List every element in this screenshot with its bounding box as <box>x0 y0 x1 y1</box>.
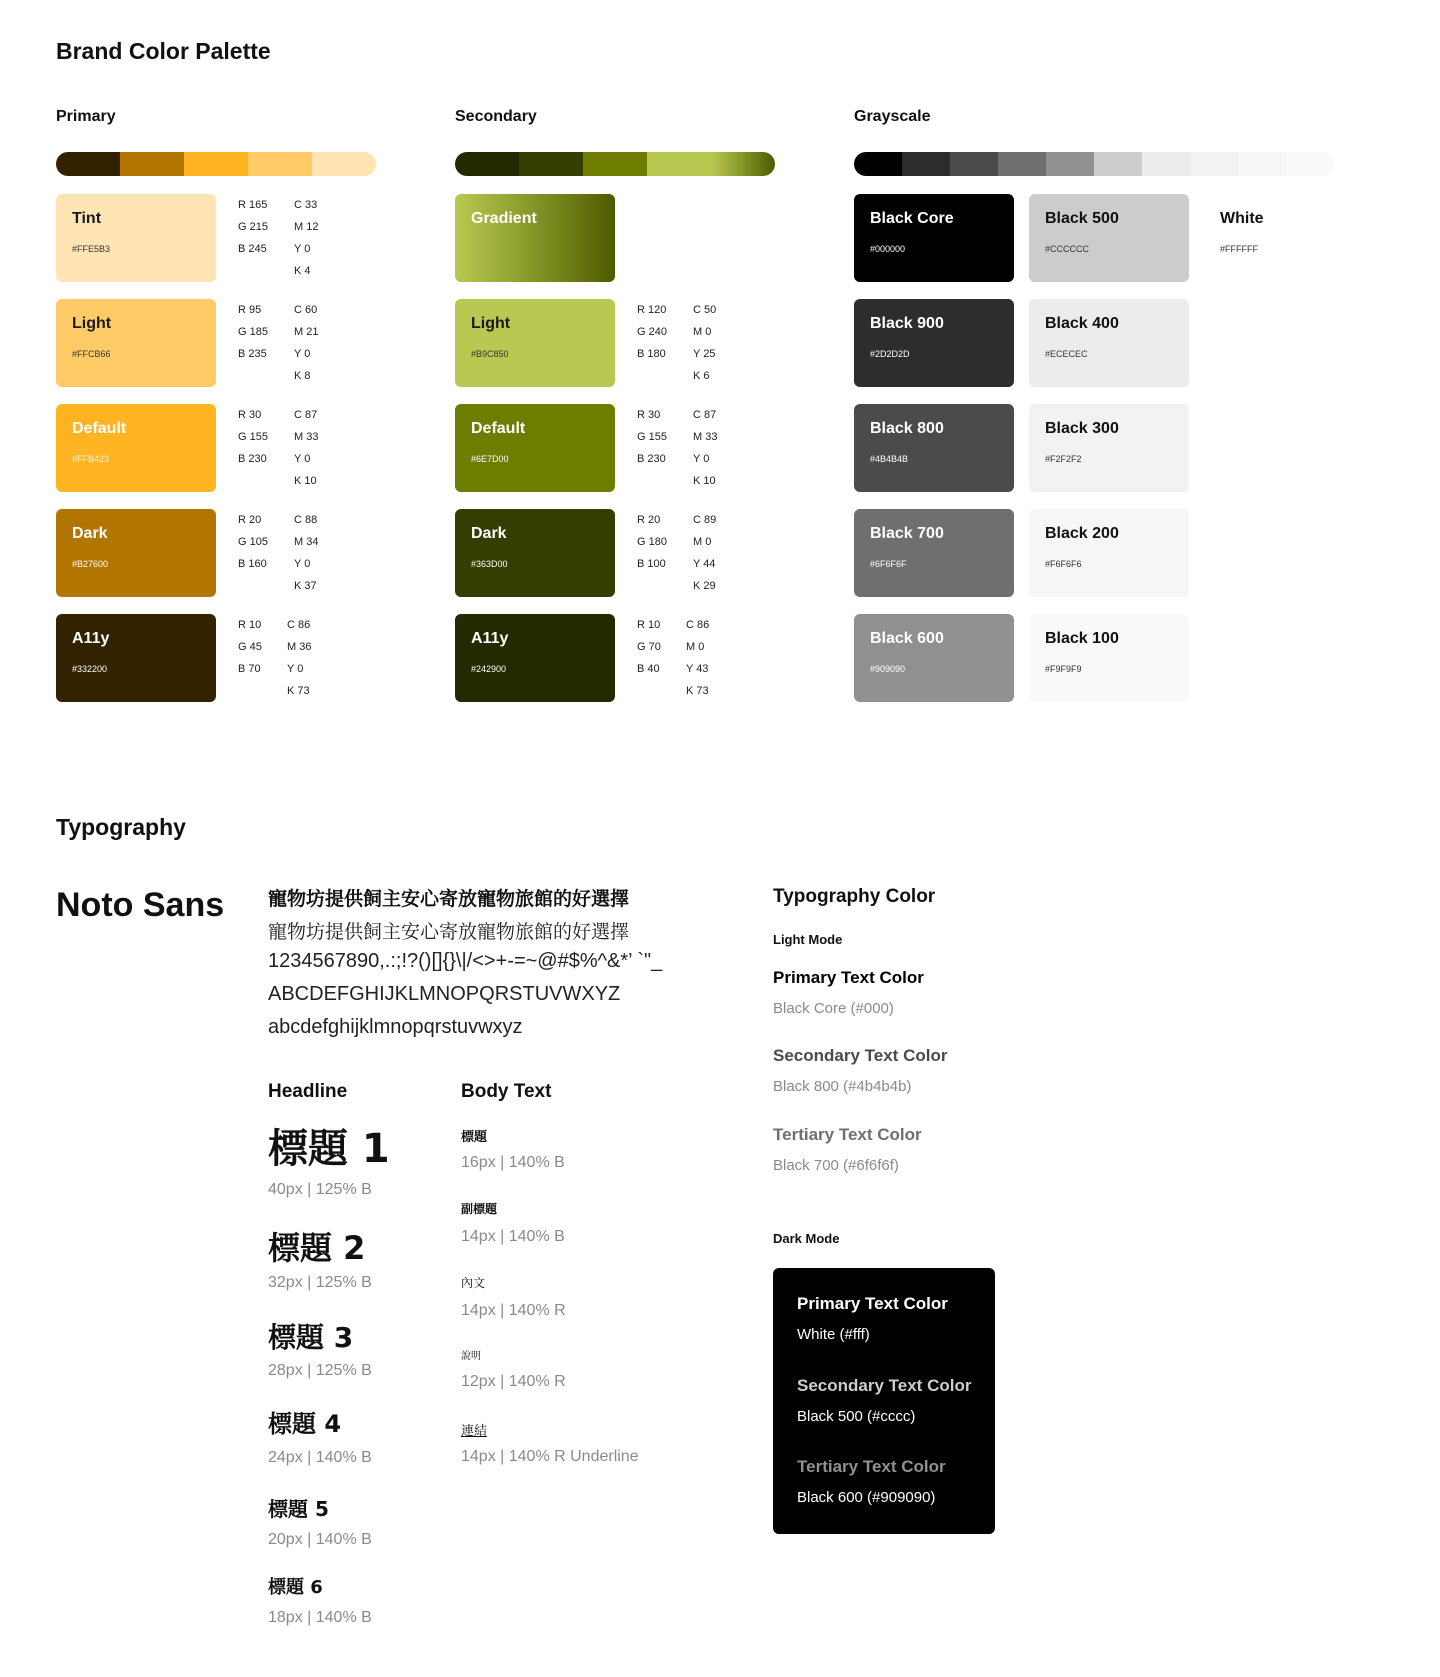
color-swatch <box>455 614 615 702</box>
headline-6-spec: 18px | 140% B <box>268 1609 372 1626</box>
cmyk-values <box>294 194 318 282</box>
cmyk-value: Y 25 <box>693 348 716 360</box>
rgb-value: R 95 <box>238 304 262 316</box>
cmyk-value: M 12 <box>294 221 319 233</box>
light-mode-label: Light Mode <box>773 932 843 947</box>
cmyk-values <box>294 509 318 597</box>
secondary-bar-segment <box>455 152 519 176</box>
rgb-values <box>637 299 667 365</box>
color-swatch <box>455 299 615 387</box>
grayscale-bar-segment <box>998 152 1046 176</box>
cmyk-value: K 10 <box>294 475 317 487</box>
cmyk-value: K 29 <box>693 580 716 592</box>
secondary-column-title: Secondary <box>455 108 537 125</box>
swatch-name: Black 100 <box>1045 630 1119 647</box>
cmyk-value: C 88 <box>294 514 318 526</box>
headline-1-sample: 標題 1 <box>268 1126 390 1172</box>
rgb-values <box>238 194 268 260</box>
secondary-bar-segment <box>583 152 647 176</box>
color-swatch <box>1029 509 1189 597</box>
cmyk-values <box>287 614 311 702</box>
cmyk-value: M 21 <box>294 326 319 338</box>
rgb-value: B 230 <box>238 453 267 465</box>
headline-4-spec: 24px | 140% B <box>268 1449 372 1466</box>
cmyk-value: C 33 <box>294 199 318 211</box>
cmyk-value: K 8 <box>294 370 311 382</box>
cmyk-values <box>686 614 709 702</box>
swatch-name: Gradient <box>471 210 537 227</box>
dark-secondary-text-value: Black 500 (#cccc) <box>797 1408 916 1425</box>
cmyk-value: K 6 <box>693 370 710 382</box>
color-swatch <box>56 404 216 492</box>
grayscale-color-bar <box>854 152 1334 176</box>
primary-bar-segment <box>248 152 312 176</box>
rgb-value: R 30 <box>637 409 661 421</box>
color-swatch <box>56 299 216 387</box>
rgb-value: B 40 <box>637 663 660 675</box>
swatch-name: White <box>1220 210 1264 227</box>
swatch-name: A11y <box>72 630 110 647</box>
cmyk-value: M 33 <box>693 431 718 443</box>
cmyk-values <box>294 299 318 387</box>
rgb-value: B 245 <box>238 243 267 255</box>
swatch-name: Black 200 <box>1045 525 1119 542</box>
color-swatch <box>1029 614 1189 702</box>
swatch-hex: #B27600 <box>72 559 109 569</box>
swatch-name: Tint <box>72 210 102 227</box>
dark-tertiary-text-value: Black 600 (#909090) <box>797 1489 936 1506</box>
rgb-values <box>238 299 268 365</box>
swatch-hex: #CCCCCC <box>1045 244 1090 254</box>
headline-1-spec: 40px | 125% B <box>268 1181 372 1198</box>
swatch-hex: #6E7D00 <box>471 454 509 464</box>
rgb-values <box>238 404 268 470</box>
cmyk-value: Y 0 <box>294 348 311 360</box>
swatch-name: Dark <box>72 525 108 542</box>
body-link-sample[interactable]: 連結 <box>461 1424 488 1439</box>
sample-symbols: 1234567890,.:;!?()[]{}\|/<>+-=~@#$%^&*’ `"_ <box>268 950 663 972</box>
body-content-spec: 14px | 140% R <box>461 1302 566 1319</box>
color-swatch <box>854 509 1014 597</box>
swatch-hex: #332200 <box>72 664 108 674</box>
swatch-name: Black 300 <box>1045 420 1119 437</box>
grayscale-bar-segment <box>854 152 902 176</box>
dark-secondary-text-title: Secondary Text Color <box>797 1376 972 1395</box>
grayscale-bar-segment <box>950 152 998 176</box>
cmyk-value: Y 0 <box>287 663 304 675</box>
swatch-hex: #F6F6F6 <box>1045 559 1082 569</box>
light-primary-text-title: Primary Text Color <box>773 968 924 987</box>
swatch-name: Black 700 <box>870 525 944 542</box>
cmyk-value: K 4 <box>294 265 311 277</box>
swatch-name: A11y <box>471 630 509 647</box>
cmyk-value: Y 43 <box>686 663 709 675</box>
body-subtitle-sample: 副標題 <box>461 1202 498 1216</box>
cmyk-value: M 34 <box>294 536 319 548</box>
cmyk-value: C 87 <box>693 409 717 421</box>
secondary-bar-segment <box>519 152 583 176</box>
swatch-name: Default <box>471 420 526 437</box>
sample-lowercase: abcdefghijklmnopqrstuvwxyz <box>268 1016 523 1038</box>
headline-5-sample: 標題 5 <box>268 1497 329 1521</box>
rgb-value: G 180 <box>637 536 667 548</box>
cmyk-value: C 60 <box>294 304 318 316</box>
primary-color-bar <box>56 152 376 176</box>
dark-mode-label: Dark Mode <box>773 1231 840 1246</box>
rgb-values <box>637 509 667 575</box>
cmyk-value: Y 0 <box>294 453 311 465</box>
swatch-name: Black 800 <box>870 420 944 437</box>
headline-2-sample: 標題 2 <box>268 1229 366 1267</box>
light-tertiary-text-value: Black 700 (#6f6f6f) <box>773 1157 899 1174</box>
headline-6-sample: 標題 6 <box>268 1577 323 1598</box>
swatch-hex: #000000 <box>870 244 906 254</box>
rgb-value: R 10 <box>637 619 661 631</box>
typography-title: Typography <box>56 814 186 840</box>
sample-chinese-bold: 寵物坊提供飼主安心寄放寵物旅館的好選擇 <box>268 888 630 910</box>
body-content-sample: 內文 <box>461 1276 486 1290</box>
font-name: Noto Sans <box>56 886 225 924</box>
light-secondary-text-value: Black 800 (#4b4b4b) <box>773 1078 912 1095</box>
rgb-values <box>637 404 667 470</box>
swatch-name: Black 900 <box>870 315 944 332</box>
color-swatch <box>56 509 216 597</box>
body-caption-spec: 12px | 140% R <box>461 1373 566 1390</box>
dark-primary-text-title: Primary Text Color <box>797 1294 948 1313</box>
secondary-color-bar <box>455 152 775 176</box>
primary-bar-segment <box>56 152 120 176</box>
rgb-value: G 155 <box>238 431 268 443</box>
dark-mode-panel <box>773 1268 995 1534</box>
color-swatch <box>854 299 1014 387</box>
rgb-value: G 155 <box>637 431 667 443</box>
cmyk-values <box>693 299 716 387</box>
rgb-value: G 70 <box>637 641 661 653</box>
cmyk-value: Y 0 <box>294 243 311 255</box>
headline-section-title: Headline <box>268 1081 348 1102</box>
color-swatch <box>854 404 1014 492</box>
rgb-value: B 180 <box>637 348 666 360</box>
body-link-spec: 14px | 140% R Underline <box>461 1448 639 1465</box>
cmyk-value: C 86 <box>287 619 311 631</box>
secondary-bar-segment <box>647 152 711 176</box>
rgb-value: R 20 <box>637 514 661 526</box>
sample-chinese-regular: 寵物坊提供飼主安心寄放寵物旅館的好選擇 <box>268 921 630 943</box>
rgb-value: G 45 <box>238 641 262 653</box>
cmyk-value: M 0 <box>693 326 712 338</box>
cmyk-value: C 89 <box>693 514 717 526</box>
swatch-hex: #4B4B4B <box>870 454 909 464</box>
swatch-hex: #FFCB66 <box>72 349 111 359</box>
color-swatch <box>854 614 1014 702</box>
color-swatch <box>1029 404 1189 492</box>
primary-column-title: Primary <box>56 108 116 125</box>
swatch-hex: #2D2D2D <box>870 349 910 359</box>
color-swatch <box>1029 299 1189 387</box>
swatch-name: Black 400 <box>1045 315 1119 332</box>
cmyk-value: M 33 <box>294 431 319 443</box>
swatch-hex: #F2F2F2 <box>1045 454 1082 464</box>
cmyk-value: Y 44 <box>693 558 716 570</box>
rgb-value: G 215 <box>238 221 268 233</box>
swatch-name: Light <box>471 315 511 332</box>
primary-bar-segment <box>184 152 248 176</box>
headline-4-sample: 標題 4 <box>268 1410 342 1438</box>
rgb-value: B 230 <box>637 453 666 465</box>
rgb-value: G 105 <box>238 536 268 548</box>
light-primary-text-value: Black Core (#000) <box>773 1000 894 1017</box>
swatch-hex: #FFB423 <box>72 454 110 464</box>
cmyk-value: C 86 <box>686 619 710 631</box>
body-subtitle-spec: 14px | 140% B <box>461 1228 565 1245</box>
color-swatch <box>455 509 615 597</box>
swatch-hex: #FFFFFF <box>1220 244 1258 254</box>
swatch-name: Light <box>72 315 112 332</box>
rgb-value: B 100 <box>637 558 666 570</box>
cmyk-value: K 73 <box>287 685 310 697</box>
grayscale-bar-segment <box>1094 152 1142 176</box>
cmyk-value: Y 0 <box>693 453 710 465</box>
swatch-name: Black 600 <box>870 630 944 647</box>
primary-bar-segment <box>312 152 376 176</box>
rgb-values <box>238 509 268 575</box>
color-swatch <box>1029 194 1189 282</box>
rgb-values <box>238 614 262 680</box>
rgb-value: R 30 <box>238 409 262 421</box>
sample-uppercase: ABCDEFGHIJKLMNOPQRSTUVWXYZ <box>268 983 621 1005</box>
grayscale-bar-segment <box>1190 152 1238 176</box>
rgb-value: B 70 <box>238 663 261 675</box>
swatch-name: Black 500 <box>1045 210 1119 227</box>
cmyk-value: M 0 <box>693 536 712 548</box>
cmyk-values <box>294 404 318 492</box>
dark-tertiary-text-title: Tertiary Text Color <box>797 1457 946 1476</box>
swatch-hex: #6F6F6F <box>870 559 907 569</box>
color-swatch <box>56 194 216 282</box>
grayscale-bar-segment <box>902 152 950 176</box>
headline-3-sample: 標題 3 <box>268 1321 354 1354</box>
swatch-name: Black Core <box>870 210 954 227</box>
cmyk-values <box>693 404 717 492</box>
rgb-value: B 160 <box>238 558 267 570</box>
body-title-sample: 標題 <box>461 1130 488 1145</box>
rgb-value: R 20 <box>238 514 262 526</box>
headline-3-spec: 28px | 125% B <box>268 1362 372 1379</box>
body-caption-sample: 說明 <box>461 1351 481 1362</box>
headline-2-spec: 32px | 125% B <box>268 1274 372 1291</box>
color-swatch <box>56 614 216 702</box>
cmyk-value: Y 0 <box>294 558 311 570</box>
swatch-hex: #909090 <box>870 664 906 674</box>
rgb-value: B 235 <box>238 348 267 360</box>
swatch-hex: #242900 <box>471 664 507 674</box>
cmyk-values <box>693 509 716 597</box>
cmyk-value: M 36 <box>287 641 312 653</box>
rgb-value: R 120 <box>637 304 667 316</box>
swatch-hex: #363D00 <box>471 559 508 569</box>
body-title-spec: 16px | 140% B <box>461 1154 565 1171</box>
light-tertiary-text-title: Tertiary Text Color <box>773 1125 922 1144</box>
swatch-hex: #F9F9F9 <box>1045 664 1082 674</box>
cmyk-value: C 87 <box>294 409 318 421</box>
rgb-values <box>637 614 661 680</box>
color-swatch <box>455 404 615 492</box>
swatch-hex: #B9C850 <box>471 349 509 359</box>
grayscale-bar-segment <box>1046 152 1094 176</box>
body-text-section-title: Body Text <box>461 1081 552 1102</box>
typography-color-title: Typography Color <box>773 886 936 907</box>
light-secondary-text-title: Secondary Text Color <box>773 1046 948 1065</box>
white-swatch <box>1204 194 1364 282</box>
swatch-name: Dark <box>471 525 507 542</box>
swatch-hex: #FFE5B3 <box>72 244 111 254</box>
primary-bar-segment <box>120 152 184 176</box>
cmyk-value: K 73 <box>686 685 709 697</box>
cmyk-value: M 0 <box>686 641 705 653</box>
rgb-value: R 10 <box>238 619 262 631</box>
rgb-value: G 185 <box>238 326 268 338</box>
brand-palette-title: Brand Color Palette <box>56 38 271 64</box>
dark-primary-text-value: White (#fff) <box>797 1326 870 1343</box>
grayscale-bar-segment <box>1238 152 1286 176</box>
cmyk-value: K 10 <box>693 475 716 487</box>
cmyk-value: C 50 <box>693 304 717 316</box>
headline-5-spec: 20px | 140% B <box>268 1531 372 1548</box>
swatch-hex: #ECECEC <box>1045 349 1088 359</box>
color-swatch <box>854 194 1014 282</box>
swatch-name: Default <box>72 420 127 437</box>
rgb-value: R 165 <box>238 199 268 211</box>
grayscale-column-title: Grayscale <box>854 108 931 125</box>
grayscale-bar-segment <box>1142 152 1190 176</box>
secondary-bar-segment <box>711 152 775 176</box>
cmyk-value: K 37 <box>294 580 317 592</box>
grayscale-bar-segment <box>1286 152 1334 176</box>
rgb-value: G 240 <box>637 326 667 338</box>
color-swatch <box>455 194 615 282</box>
